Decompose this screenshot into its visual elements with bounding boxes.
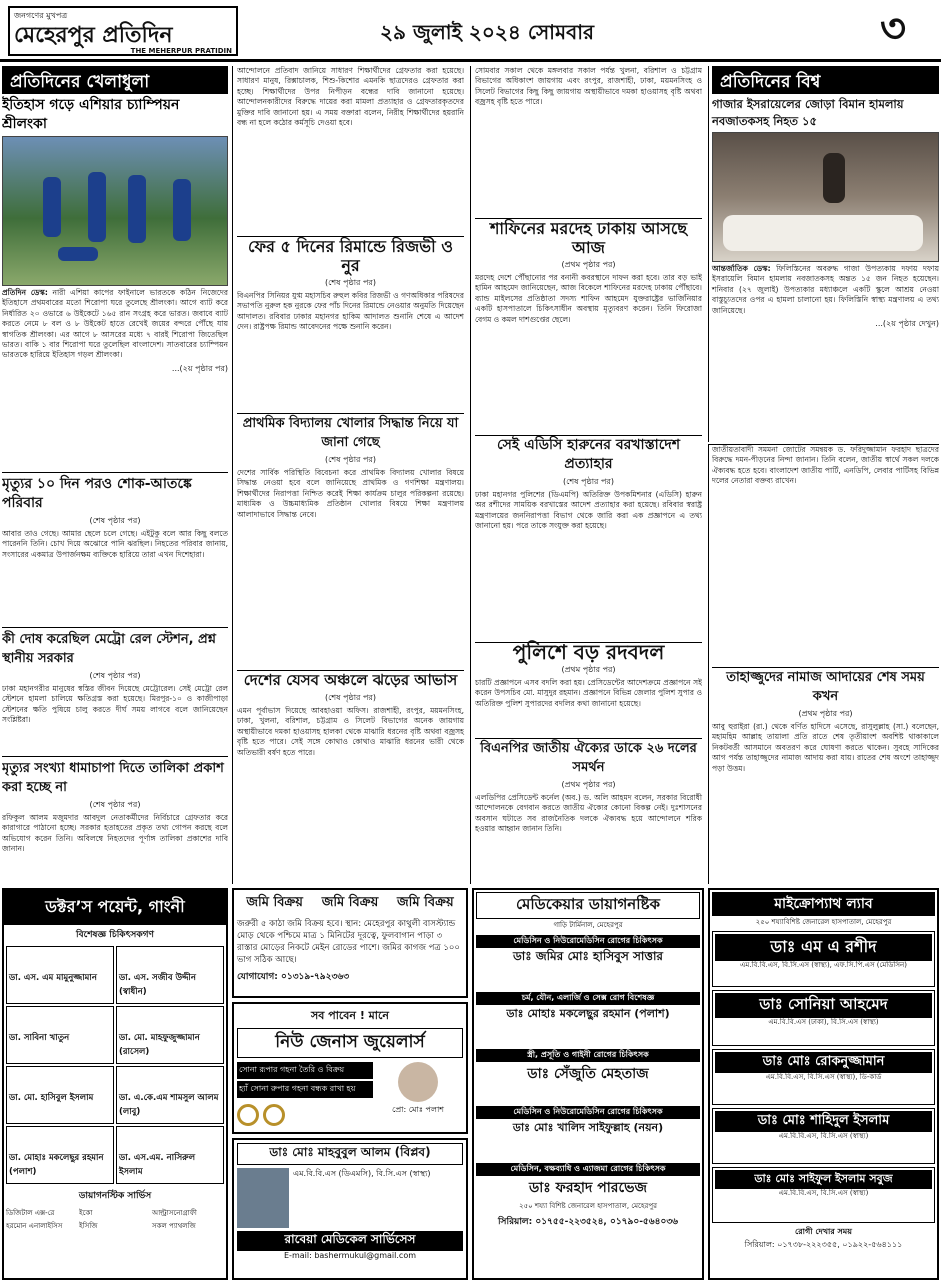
ad-phone: যোগাযোগ: ০১৩১৯-৭৯২৩৬৩ (237, 972, 350, 982)
doctor-degree: এম.বি.বি.এস, বি.সি.এস (স্বাস্থ্য) (778, 1132, 869, 1140)
jewellery-icon (237, 1100, 373, 1130)
byline: (প্রথম পৃষ্ঠার পর) (798, 709, 853, 718)
ad-top: সব পাবেন ! মানে (311, 1009, 389, 1022)
ad-subtitle: গাড়ি টার্মিনাল, মেহেরপুর (553, 921, 623, 929)
doctor-name: ডাঃ মোঃ রোকনুজ্জামান (715, 1052, 932, 1073)
doctor-card: ডা. মো. মাহফুজুজ্জামান (রাসেল) (116, 1006, 224, 1064)
doctor-name: ডাঃ মোহাঃ মকলেছুর রহমান (পলাশ) (506, 1007, 670, 1020)
sports-headline[interactable]: ইতিহাস গড়ে এশিয়ার চ্যাম্পিয়ন শ্রীলংকা (2, 97, 180, 132)
headline-storm-warning[interactable]: দেশের যেসব অঞ্চলে ঝড়ের আভাস (237, 670, 464, 690)
doctor-photo (237, 1168, 289, 1228)
world-continued: ...(২য় পৃষ্ঠার দেখুন) (875, 319, 939, 329)
article-text: ঢাকা মহানগর পুলিশের (ডিএমপি) অতিরিক্ত উপকমিশনার (এডিসি) হারুন অর রশীদের সাময়িক বরখাস্তের আদেশ প্রত্যাহার করা হয়েছে। রবিবার স্বরাষ্ট্র মন্ত্রণালয়ের জননিরাপত্তা বিভাগ থেকে জারি করা এক প্রজ্ঞাপনে এ তথ্য জানানো হয়। পরে তাকে সংযুক্ত করা হয়েছে। (475, 490, 702, 531)
ad-footer: রোগী দেখার সময় (795, 1227, 852, 1236)
byline: (প্রথম পৃষ্ঠার পর) (561, 665, 616, 674)
specialty-banner: মেডিসিন ও নিউরোমেডিসিন রোগের চিকিৎসক (476, 935, 700, 948)
gaza-photo (712, 132, 939, 262)
proprietor-avatar (398, 1062, 438, 1102)
ad-micropath[interactable] (708, 888, 939, 1280)
ad-phone: সিরিয়াল: ০১৭৫৫-২২৩৫২৪, ০১৭৯০-৫৬৪০৩৬ (497, 1217, 679, 1227)
doctor-card (712, 1167, 935, 1223)
article-text: রফিকুল আলম মজুমদার আবদুল নেতাকর্মীদের নির্বিচারে গ্রেফতার করে কারাগারে পাঠানো হচ্ছে। সরকার হতাহতের প্রকৃত তথ্য গোপন করছে বলে অভিযোগ করেন তিনি। অবিলম্বে নিহতদের পূর্ণাঙ্গ তালিকা প্রকাশের দাবি জানান। (2, 813, 228, 854)
article-text: ঢাকা মহানগরীর মানুষের স্বস্তির জীবন দিয়েছে মেট্রোরেল। সেই মেট্রো রেল স্টেশনে হামলা চালিয়ে ক্ষতিগ্রস্ত করা হয়েছে। মিরপুর-১০ ও কাজীপাড়া স্টেশনের ক্ষতি পুষিয়ে চালু করতে দীর্ঘ সময় লাগবে বলে জানিয়েছেন সংশ্লিষ্টরা। (2, 684, 228, 725)
sports-continued: ...(২য় পৃষ্ঠার পর) (171, 363, 228, 373)
doctor-card (712, 931, 935, 987)
headline-metro-station[interactable]: কী দোষ করেছিল মেট্রো রেল স্টেশন, প্রশ্ন স্থানীয় সরকার (2, 627, 228, 668)
doctor-card: ডা. এস. সজীব উদ্দীন (স্বাধীন) (116, 946, 224, 1004)
ad-body: জরুরী ৫ কাঠা জমি বিক্রয় হবে। স্থান: মেহেরপুর কাথুলী বাসস্ট্যান্ড মোড় থেকে পশ্চিমে মাত্র ১ মিনিটের দূরত্বে, ফুলবাগান পাড়া ৩ রাস্তার মোড়ের নিকটে মেইন রোডের পাশে। জমির কাগজ পত্র ১০০ ভাগ সঠিক আছে। (237, 919, 460, 965)
world-headline[interactable]: গাজার ইসরায়েলের জোড়া বিমান হামলায় নবজাতকসহ নিহত ১৫ (712, 97, 904, 128)
article-text: বিএনপির সিনিয়র যুগ্ম মহাসচিব রুহুল কবির রিজভী ও গণঅধিকার পরিষদের সভাপতি নুরুল হক নুরকে ফের পাঁচ দিনের রিমান্ডে নেওয়ার অনুমতি দিয়েছেন আদালত। রবিবার ঢাকার মহানগর হাকিম আদালত শুনানি শেষে এ আদেশ দেন। রাষ্ট্রপক্ষ রিমান্ড আবেদনের পক্ষে শুনানি করেন। (237, 291, 464, 332)
article-text: জাতীয়তাবাদী সমমনা জোটের সমন্বয়ক ড. ফরিদুজ্জামান ফরহাদ ছাত্রদের বিরুদ্ধে দমন-পীড়নের নিন্দা জানান। তিনি বলেন, জাতীয় স্বার্থে সকল দলকে ঐক্যবদ্ধ হতে হবে। বাংলাদেশ জাতীয় পার্টি, এনডিপি, লেবার পার্টিসহ বিভিন্ন দলের নেতারা বক্তব্য রাখেন। (712, 445, 939, 486)
ad-name: নিউ জেনাস জুয়েলার্স (237, 1028, 463, 1058)
doctor-degree: এম.বি.বি.এস (ডিএমসি), বি.সি.এস (স্বাস্থ্য) (293, 1169, 431, 1178)
doctor-degree: এম.বি.বি.এস (ঢাকা), বি.সি.এস (স্বাস্থ্য) (768, 1018, 879, 1026)
article-text: এমন পূর্বাভাস দিয়েছে আবহাওয়া অফিস। রাজশাহী, রংপুর, ময়মনসিংহ, ঢাকা, খুলনা, বরিশাল, চট্টগ্রাম ও সিলেট বিভাগের অনেক জায়গায় অস্থায়ীভাবে দমকা হাওয়াসহ হালকা থেকে মাঝারি ধরনের বৃষ্টি অথবা বজ্রসহ বৃষ্টি হতে পারে। সেই সঙ্গে কোথাও কোথাও মাঝারি ধরনের ভারী থেকে অতিভারী বর্ষণ হতে পারে। (237, 706, 464, 757)
doctor-name: ডাঃ মোঃ শাহিদুল ইসলাম (715, 1111, 932, 1132)
doctor-name: ডাঃ সেঁজুতি মেহতাজ (527, 1066, 649, 1082)
article-text: এলডিপির প্রেসিডেন্ট কর্নেল (অব.) ড. অলি আহমদ বলেন, সরকার বিরোধী আন্দোলনকে বেগবান করতে জাতীয় ঐক্যের কোনো বিকল্প নেই। দুঃশাসনের অবসান ঘটাতে সব রাজনৈতিক দলকে ঐক্যবদ্ধ হয়ে আন্দোলনে শরিক হওয়ার আহ্বান জানান তিনি। (475, 793, 702, 834)
ad-title: জমি বিক্রয় (321, 895, 379, 910)
headline-bnp-unity[interactable]: বিএনপির জাতীয় ঐক্যের ডাকে ২৬ দলের সমর্থন (475, 738, 702, 777)
article-text: আন্দোলনে প্রতিবাদ জানিয়ে সাধারণ শিক্ষার্থীদের গ্রেফতার করা হয়েছে। সাধারণ মানুষ, রিক্সাচালক, শিশু-কিশোর এমনকি ছাত্রদেরও গ্রেফতার করা হচ্ছে। শিক্ষার্থীদের উপর নিপীড়ন বন্ধের দাবি জানানো হয়েছে। আন্দোলনকারীদের বিরুদ্ধে দায়ের করা মামলা প্রত্যাহার ও গ্রেফতারকৃতদের মুক্তির দাবি জানানো হয়। এ সময় বক্তারা বলেন, নিরীহ শিক্ষার্থীদের হয়রানি বন্ধ না হলে কঠোর কর্মসূচি দেওয়া হবে। (237, 66, 464, 128)
world-section-title: প্রতিদিনের বিশ্ব (712, 66, 939, 94)
doctor-card: ডা. এস. এম মামুনুজ্জামান (6, 946, 114, 1004)
ad-subtitle: ২৫০ শয্যাবিশিষ্ট জেনারেল হাসপাতাল, মেহেরপুর (755, 918, 892, 926)
doctor-degree: এম.বি.বি.এস, বি.সি.এস (স্বাস্থ্য) (778, 1189, 869, 1197)
doctor-card: ডা. মো. হাসিবুল ইসলাম (6, 1066, 114, 1124)
ad-footer: ডায়াগনস্টিক সার্ভিস (78, 1191, 152, 1201)
article-text: আবু হুরাইরা (রা.) থেকে বর্ণিত হাদিসে এসেছে, রাসুলুল্লাহ (সা.) বলেছেন, মহামহিম আল্লাহ তায়ালা প্রতি রাতে শেষ তৃতীয়াংশ অবশিষ্ট থাকাকালে নিকটবর্তী আসমানে অবতরণ করে ঘোষণা করতে থাকেন। সুবহে সাদিকের আগ পর্যন্ত তাহাজ্জুদের নামাজ আদায় করা যায়। রাতের শেষ অংশে তাহাজ্জুদ পড়া উত্তম। (712, 722, 939, 773)
ad-line: সোনা রূপার গহনা তৈরি ও বিক্রয় (237, 1062, 373, 1079)
doctor-card (712, 1108, 935, 1164)
doctor-name: ডাঃ মোঃ খালিদ সাইফুল্লাহ (নয়ন) (512, 1121, 664, 1134)
byline: (শেষ পৃষ্ঠার পর) (563, 477, 614, 486)
doctor-name: ডাঃ সোনিয়া আহমেদ (715, 993, 932, 1018)
specialty-banner: চর্ম, যৌন, এলার্জি ও সেক্স রোগ বিশেষজ্ঞ (476, 992, 700, 1005)
column-two (232, 66, 468, 884)
issue-date: ২৯ জুলাই ২০২৪ সোমবার (380, 20, 595, 44)
article-text: মরদেহ দেশে পৌঁছানোর পর বনানী কবরস্থানে দাফন করা হবে। তার বড় ভাই হামিন আহমেদ জানিয়েছেন, আজ বিকেলে শাফিনের মরদেহ ঢাকায় পৌঁছাবে। ব্যান্ড মাইলসের প্রতিষ্ঠাতা সদস্য শাফিন আহমেদ যুক্তরাষ্ট্রের ভার্জিনিয়ার একটি হাসপাতালে চিকিৎসাধীন অবস্থায় মৃত্যুবরণ করেন। তিনি ফিরোজা বেগম ও কমল দাশগুপ্তের ছেলে। (475, 273, 702, 324)
sports-photo (2, 136, 228, 286)
ad-doctors-point[interactable] (2, 888, 228, 1280)
page-number: ৩ (880, 6, 907, 52)
ad-title: মাইক্রোপ্যাথ ল্যাব (712, 892, 935, 916)
byline: (প্রথম পৃষ্ঠার পর) (561, 260, 616, 269)
column-three (470, 66, 706, 884)
byline: (শেষ পৃষ্ঠার পর) (325, 455, 376, 464)
newspaper-logo[interactable] (8, 6, 238, 56)
doctor-card: ডা. মোহাঃ মকলেছুর রহমান (পলাশ) (6, 1126, 114, 1184)
ad-land-sale[interactable] (232, 888, 468, 998)
doctor-name: ডাঃ মোঃ সাইফুল ইসলাম সবুজ (715, 1170, 932, 1189)
byline: (শেষ পৃষ্ঠার পর) (325, 278, 376, 287)
specialty-banner: স্ত্রী, প্রসূতি ও গাইনী রোগের চিকিৎসক (476, 1049, 700, 1062)
service-item: ডিজিটাল এক্স-রে (6, 1209, 55, 1217)
left-lower-news (2, 472, 228, 884)
ad-dr-bipplob[interactable] (232, 1138, 468, 1280)
doctor-name: ডাঃ এম এ রশীদ (715, 934, 932, 961)
specialty-banner: মেডিসিন, বক্ষব্যাধি ও এ্যাজমা রোগের চিকিৎসক (476, 1163, 700, 1176)
proprietor-name: প্রো: মোঃ পলাশ (391, 1105, 445, 1114)
byline: (প্রথম পৃষ্ঠার পর) (561, 780, 616, 789)
doctor-name: ডাঃ জমির মোঃ হাসিবুস সাত্তার (512, 949, 664, 963)
article-text: সোমবার সকাল থেকে মঙ্গলবার সকাল পর্যন্ত খুলনা, বরিশাল ও চট্টগ্রাম বিভাগের অধিকাংশ জায়গায় এবং রংপুর, রাজশাহী, ঢাকা, ময়মনসিংহ ও সিলেট বিভাগের কিছু কিছু জায়গায় অস্থায়ীভাবে দমকা হাওয়াসহ বৃষ্টি অথবা বজ্রসহ বৃষ্টি হতে পারে। (475, 66, 702, 107)
byline: (শেষ পৃষ্ঠার পর) (325, 693, 376, 702)
doctor-degree: এম.বি.বি.এস, বি.সি.এস (স্বাস্থ্য), এফ.সি.পি.এস (মেডিসিন) (740, 961, 907, 969)
headline-tahajjud[interactable]: তাহাজ্জুদের নামাজ আদায়ের শেষ সময় কখন (712, 667, 939, 706)
newspaper-name-en: THE MEHERPUR PRATIDIN (130, 47, 232, 55)
doctor-card: ডা. এ.কে.এম শামসুল আলম (লাবু) (116, 1066, 224, 1124)
headline-primary-school[interactable]: প্রাথমিক বিদ্যালয় খোলার সিদ্ধান্ত নিয়ে যা জানা গেছে (237, 413, 464, 452)
headline-mourning-family[interactable]: মৃত্যুর ১০ দিন পরও শোক-আতঙ্কে পরিবার (2, 476, 192, 511)
headline-shafin[interactable]: শাফিনের মরদেহ ঢাকায় আসছে আজ (475, 218, 702, 257)
ad-jewellers[interactable] (232, 1002, 468, 1134)
doctor-card (712, 1049, 935, 1105)
doctor-card: ডা. সাবিনা খাতুন (6, 1006, 114, 1064)
byline: (শেষ পৃষ্ঠার পর) (89, 671, 141, 680)
ad-title: জমি বিক্রয় (397, 895, 454, 910)
doctor-name: ডাঃ মোঃ মাহবুবুল আলম (বিপ্লব) (237, 1143, 463, 1165)
ad-subtitle: বিশেষজ্ঞ চিকিৎসকগণ (76, 930, 154, 940)
ad-title: ডক্টর’স পয়েন্ট, গাংনী (4, 890, 226, 925)
article-text: চারটি প্রজ্ঞাপনে এসব বদলি করা হয়। প্রেসিডেন্টের আদেশক্রমে প্রজ্ঞাপনে সই করেন উপসচিব মো. মাসুদুর রহমান। প্রজ্ঞাপনে বিভিন্ন জেলার পুলিশ সুপার ও অতিরিক্ত পুলিশ সুপারদের বদলির কথা জানানো হয়েছে। (475, 678, 702, 708)
service-item: সকল প্যাথলজি (152, 1222, 196, 1230)
byline: (শেষ পৃষ্ঠার পর) (89, 800, 141, 809)
headline-adc-harun[interactable]: সেই এডিসি হারুনের বরখাস্তাদেশ প্রত্যাহার (475, 435, 702, 474)
headline-police-reshuffle[interactable]: পুলিশে বড় রদবদল (475, 642, 702, 662)
specialty-banner: মেডিসিন ও নিউরোমেডিসিন রোগের চিকিৎসক (476, 1106, 700, 1119)
doctor-hospital: ২৫০ শয্যা বিশিষ্ট জেনারেল হাসপাতাল, মেহেরপুর (519, 1202, 657, 1210)
doctor-name: ডাঃ ফরহাদ পারভেজ (528, 1180, 648, 1196)
ad-phone: সিরিয়াল: ০১৭৩৮-২২২৩৫৫, ০১৯২২-৫৬৪১১১ (744, 1240, 903, 1249)
ad-medicare[interactable] (472, 888, 704, 1280)
article-text: আবার তাও গেছে। আমার ছেলে চলে গেছে। এইটুকু বলে আর কিছু বলতে পারেননি তিনি। চোখ দিয়ে অঝোরে পানি ঝরছিল। নিহতের পরিবার জানায়, সংসারের একমাত্র উপার্জনক্ষম ব্যক্তিকে হারিয়ে তারা এখন দিশেহারা। (2, 529, 228, 559)
ad-title-row (237, 893, 463, 914)
article-text: দেশের সার্বিক পরিস্থিতি বিবেচনা করে প্রাথমিক বিদ্যালয় খোলার বিষয়ে সিদ্ধান্ত নেওয়া হবে বলে জানিয়েছে প্রাথমিক ও গণশিক্ষা মন্ত্রণালয়। শিক্ষার্থীদের নিরাপত্তা নিশ্চিত করেই শিক্ষা কার্যক্রম চালুর পরিকল্পনা রয়েছে। মাধ্যমিক ও উচ্চমাধ্যমিক প্রতিষ্ঠান খোলার বিষয়ে শিক্ষা মন্ত্রণালয় আলাদাভাবে সিদ্ধান্ত নেবে। (237, 468, 464, 519)
service-item: হরমোন এনালাইসিস (6, 1222, 63, 1230)
ad-title: জমি বিক্রয় (246, 895, 303, 910)
masthead (0, 0, 941, 62)
sports-section (2, 66, 228, 468)
doctor-degree: এম.বি.বি.এস, বি.সি.এস (স্বাস্থ্য), ডি-কার্ড (765, 1073, 882, 1081)
headline-remand[interactable]: ফের ৫ দিনের রিমান্ডে রিজভী ও নুর (237, 236, 464, 275)
service-item: আল্ট্রাসনোগ্রাফী (152, 1209, 197, 1217)
newspaper-name: মেহেরপুর প্রতিদিন (14, 22, 173, 48)
sports-body: নারী এশিয়া কাপের ফাইনালে ভারতকে কঠিন নিজেদের ইতিহাসে প্রথমবারের মতো শিরোপা ঘরে তুলেছে শ্রীলংকা। আগে ব্যাট করে নির্ধারিত ২০ ওভারে ৬ উইকেটে ১৬৫ রান সংগ্রহ করে ভারত। জবাবে ব্যাট করতে নেমে ৮ বল ও ৮ উইকেট হাতে রেখেই জয়ের বন্দরে পৌঁছে যায় স্বাগতিক শ্রীলংকা। এর আগে ৮ আসরের মধ্যে ৭ বারই শিরোপা জিতেছিল ভারত। বাকি ১ বার শিরোপা ঘরে তুলেছিল বাংলাদেশ। সাতবারের চ্যাম্পিয়ন ভারতকে হারিয়ে ইতিহাস গড়ল শ্রীলংকা। (2, 288, 228, 360)
sports-section-title: প্রতিদিনের খেলাধুলা (2, 66, 228, 94)
sports-dateline: প্রতিদিন ডেস্ক: (2, 288, 48, 297)
right-lower-news (708, 444, 939, 884)
ad-line: হ্যাঁ সোনা রুপার গহনা বন্ধক রাখা হয় (237, 1081, 373, 1098)
tagline: জনগণের মুখপত্র (14, 11, 68, 20)
clinic-name: রাবেয়া মেডিকেল সার্ভিসেস (237, 1231, 463, 1251)
doctor-card: ডা. এস.এম. নাসিরুল ইসলাম (116, 1126, 224, 1184)
world-section (708, 66, 939, 442)
service-item: ইকো (79, 1209, 93, 1217)
doctor-card (712, 990, 935, 1046)
byline: (শেষ পৃষ্ঠার পর) (89, 516, 141, 525)
world-body: ফিলিস্তিনের অবরুদ্ধ গাজা উপত্যকায় দফায় দফায় ইসরায়েলি বিমান হামলায় নবজাতকসহ অন্তত ১৫ জন নিহত হয়েছেন। শনিবার (২৭ জুলাই) উপত্যকার মধ্যাঞ্চলে একটি স্কুলে আশ্রয় নেওয়া বাস্তুচ্যুতদের ওপর এ হামলা চালানো হয়। ফিলিস্তিনি স্বাস্থ্য মন্ত্রণালয় এ তথ্য জানিয়েছে। (712, 264, 939, 315)
world-dateline: আন্তর্জাতিক ডেস্ক: (712, 264, 771, 273)
service-item: ইসিজি (79, 1222, 98, 1230)
headline-death-toll[interactable]: মৃত্যুর সংখ্যা ধামাচাপা দিতে তালিকা প্রকাশ করা হচ্ছে না (2, 756, 228, 797)
clinic-email[interactable]: E-mail: bashermukul@gmail.com (284, 1251, 416, 1260)
ad-title: মেডিকেয়ার ডায়াগনষ্টিক (476, 892, 700, 919)
